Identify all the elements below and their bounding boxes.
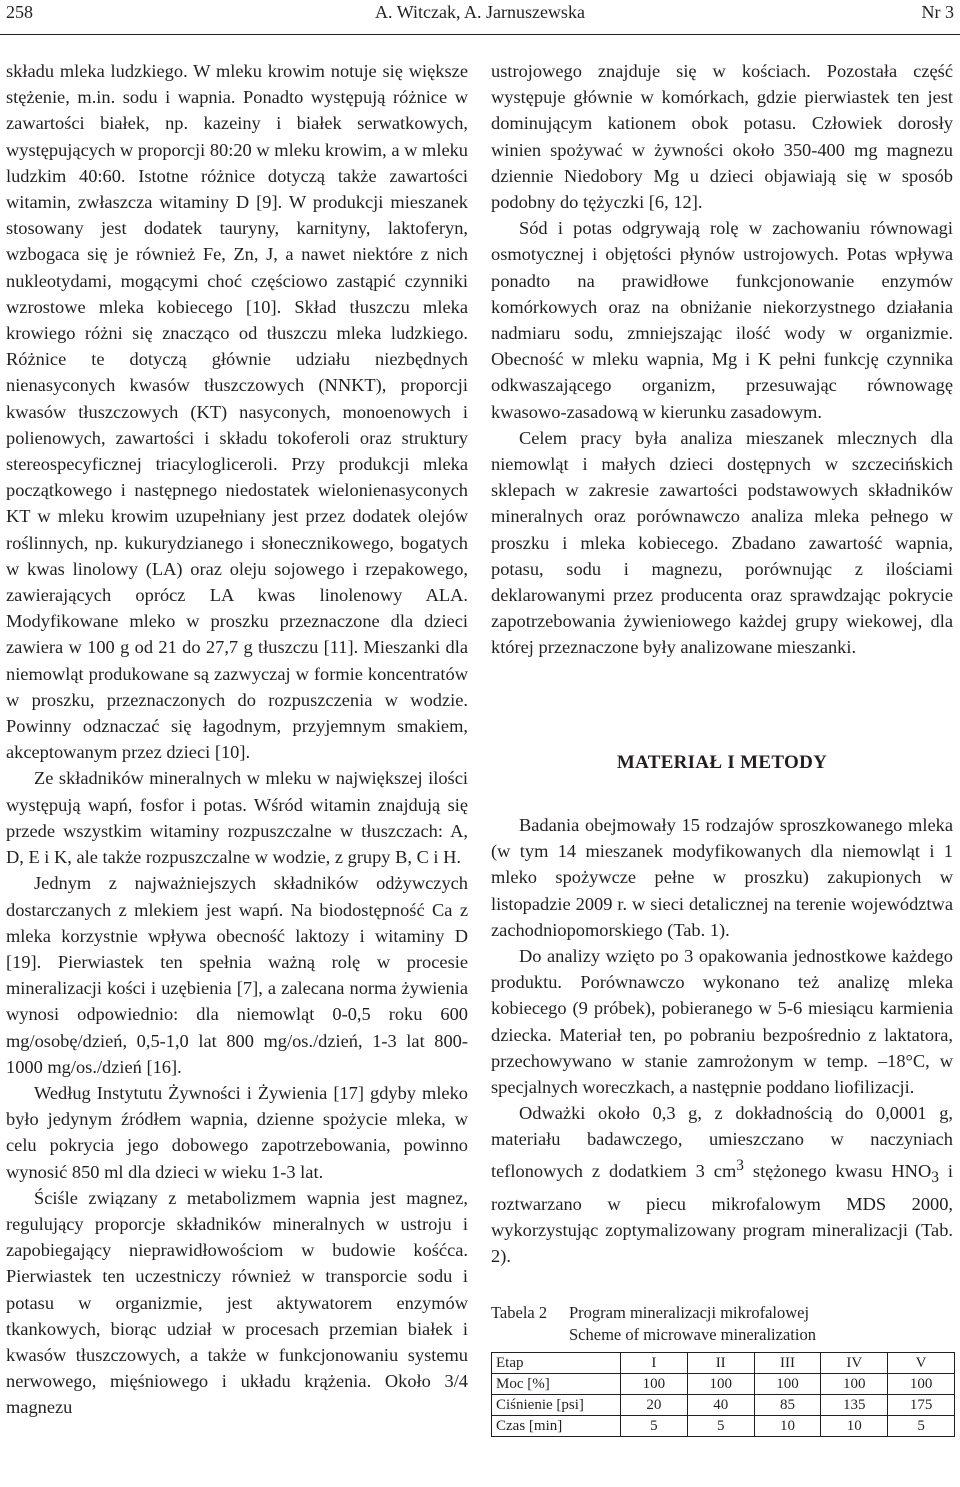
table-cell: 100: [754, 1374, 821, 1395]
paragraph: ustrojowego znajduje się w kościach. Pozostała część występuje głównie w komórkach, gdzie pierwiastek ten jest dominującym kationem obok potasu. Człowiek dorosły winien spożywać w żywności około 350-400 mg magnezu dziennie Niedobory Mg u dzieci objawiają się w sposób podobny do tężyczki [6, 12].: [491, 61, 953, 213]
table-cell: 135: [821, 1395, 888, 1416]
table-cell: 85: [754, 1395, 821, 1416]
table-header-cell: IV: [821, 1353, 888, 1374]
table-cell: 40: [687, 1395, 754, 1416]
page-number: 258: [6, 2, 33, 22]
paragraph: Badania obejmowały 15 rodzajów sproszkowanego mleka (w tym 14 mieszanek modyfikowanych dla niemowląt i 1 mleko spożywcze pełne w proszku) zakupionych w listopadzie 2009 r. w sieci detalicznej na terenie województwa zachodniopomorskiego (Tab. 1).: [491, 815, 953, 940]
text-run: stężonego kwasu HNO: [743, 1160, 932, 1181]
paragraph: Do analizy wzięto po 3 opakowania jednostkowe każdego produktu. Porównawczo wykonano też analizę mleka kobiecego (9 próbek), pobieranego w 5-6 miesiącu karmienia dziecka. Materiał ten, po pobraniu bezpośrednio z laktatora, przechowywano w stanie zamrożonym w temp. –18°C, w specjalnych woreczkach, a następnie poddano liofilizacji.: [491, 946, 953, 1098]
methods-text: [491, 812, 953, 1269]
table-cell: 10: [754, 1416, 821, 1437]
table-title: Program mineralizacji mikrofalowej: [569, 1303, 810, 1322]
running-header: [0, 0, 960, 30]
table-cell: Ciśnienie [psi]: [492, 1395, 621, 1416]
table-row: [492, 1416, 955, 1437]
table-header-cell: III: [754, 1353, 821, 1374]
paragraph: Jednym z najważniejszych składników odżywczych dostarczanych z mlekiem jest wapń. Na biodostępność Ca z mleka korzystnie wpływa obecność laktozy i witaminy D [19]. Pierwiastek ten spełnia ważną rolę w procesie mineralizacji kości i uzębienia [7], a zalecana norma żywienia wynosi odpowiednio: dla niemowląt 0-0,5 roku 600 mg/osobę/dzień, 0,5-1,0 lat 800 mg/os./dzień, 1-3 lat 800-1000 mg/os./dzień [16].: [6, 873, 468, 1077]
text-run: i roztwarzano w piecu mikrofalowym MDS 2000, wykorzystując zoptymalizowany program mineralizacji (Tab. 2).: [491, 1160, 953, 1267]
table-cell: 175: [888, 1395, 955, 1416]
table-cell: 100: [621, 1374, 688, 1395]
paragraph: składu mleka ludzkiego. W mleku krowim notuje się większe stężenie, m.in. sodu i wapnia. Ponadto występują różnice w zawartości białek, np. kazeiny i białek serwatkowych, występujących w proporcji 80:20 w mleku krowim, a w mleku ludzkim 40:60. Istotne różnice dotyczą także zawartości witamin, zwłaszcza witaminy D [9]. W produkcji mieszanek stosowany jest dodatek tauryny, karnityny, laktoferyn, wzbogaca się je również Fe, Zn, J, a nawet niektóre z nich nukleotydami, mogącymi choć częściowo zastąpić czynniki wzrostowe mleka kobiecego [10]. Skład tłuszczu mleka krowiego różni się znacząco od tłuszczu mleka ludzkiego. Różnice te dotyczą głównie udziału niezbędnych nienasyconych kwasów tłuszczowych (NNKT), proporcji kwasów tłuszczowych (KT) nasyconych, monoenowych i polienowych, zawartości i składu tokoferoli oraz struktury stereospecyficznej triacylogliceroli. Przy produkcji mleka początkowego i następnego niedostatek wielonienasyconych KT w mleku krowim uzupełniany jest przez dodatek olejów roślinnych, np. kukurydzianego i słonecznikowego, bogatych w kwas linolowy (LA) oraz oleju sojowego i rzepakowego, zawierających oprócz LA kwas linolenowy ALA. Modyfikowane mleko w proszku przeznaczone dla dzieci zawiera w 100 g od 21 do 27,7 g tłuszczu [11]. Mieszanki dla niemowląt produkowane są zazwyczaj w formie koncentratów w proszku, przeznaczonych do rozpuszczenia w wodzie. Powinny odznaczać się łagodnym, przyjemnym smakiem, akceptowanym przez dzieci [10].: [6, 61, 468, 763]
table-cell: 10: [821, 1416, 888, 1437]
table-header-cell: I: [621, 1353, 688, 1374]
paragraph: Według Instytutu Żywności i Żywienia [17] gdyby mleko było jedynym źródłem wapnia, dzienne spożycie mleka, w celu pokrycia jego dobowego zapotrzebowania, powinno wynosić 850 ml dla dzieci w wieku 1-3 lat.: [6, 1082, 468, 1182]
table-cell: 100: [821, 1374, 888, 1395]
table-row: [492, 1374, 955, 1395]
table-label: Tabela 2: [491, 1303, 548, 1322]
table-cell: 5: [621, 1416, 688, 1437]
running-authors: A. Witczak, A. Jarnuszewska: [375, 2, 585, 22]
table-caption: [491, 1302, 816, 1346]
table-header-cell: II: [687, 1353, 754, 1374]
text-run: Odważki około 0,3 g, z dokładnością do 0,0001 g, materiału badawczego, umieszczano w naczyniach teflonowych z dodatkiem 3 cm: [491, 1103, 953, 1181]
table-header-cell: V: [888, 1353, 955, 1374]
paragraph: [491, 1100, 953, 1269]
table-cell: 100: [888, 1374, 955, 1395]
mineralization-table: [491, 1352, 955, 1437]
table-row: [492, 1395, 955, 1416]
table-header-cell: Etap: [492, 1353, 621, 1374]
table-cell: 20: [621, 1395, 688, 1416]
section-heading: MATERIAŁ I METODY: [616, 752, 828, 773]
left-column: [6, 58, 468, 1421]
table-header-row: [492, 1353, 955, 1374]
table-cell: Moc [%]: [492, 1374, 621, 1395]
table-title-english: Scheme of microwave mineralization: [569, 1325, 816, 1344]
table-cell: 100: [687, 1374, 754, 1395]
table-cell: Czas [min]: [492, 1416, 621, 1437]
paragraph: Ściśle związany z metabolizmem wapnia jest magnez, regulujący proporcje składników mineralnych w ustroju i zapobiegający nieprawidłowościom w budowie kośćca. Pierwiastek ten uczestniczy również w transporcie sodu i potasu w organizmie, jest aktywatorem enzymów tkankowych, biorąc udział w procesach przemian białek i kwasów tłuszczowych, a także w funkcjonowaniu systemu nerwowego, mięśniowego i układu krążenia. Około 3/4 magnezu: [6, 1187, 468, 1418]
superscript: 3: [736, 1156, 744, 1174]
right-column-intro: [491, 58, 953, 661]
paragraph: Sód i potas odgrywają rolę w zachowaniu równowagi osmotycznej i objętości płynów ustrojowych. Potas wpływa ponadto na prawidłowe funkcjonowanie enzymów komórkowych oraz na obniżanie niekorzystnego działania nadmiaru sodu, zmniejszając ilość wody w organizmie. Obecność w mleku wapnia, Mg i K pełni funkcję czynnika odkwaszającego organizm, przesuwając równowagę kwasowo-zasadową w kierunku zasadowym.: [491, 218, 953, 422]
issue-number: Nr 3: [921, 2, 954, 22]
table-cell: 5: [687, 1416, 754, 1437]
subscript: 3: [931, 1168, 939, 1186]
table-cell: 5: [888, 1416, 955, 1437]
paragraph: Celem pracy była analiza mieszanek mlecznych dla niemowląt i małych dzieci dostępnych w szczecińskich sklepach w zakresie zawartości podstawowych składników mineralnych oraz porównawczo analiza mleka pełnego w proszku i mleka kobiecego. Zbadano zawartość wapnia, potasu, sodu i magnezu, porównując z ilościami deklarowanymi przez producenta oraz sprawdzając pokrycie zapotrzebowania żywieniowego każdej grupy wiekowej, dla której przeznaczone były analizowane mieszanki.: [491, 427, 953, 658]
header-rule: [0, 34, 960, 35]
paragraph: Ze składników mineralnych w mleku w największej ilości występują wapń, fosfor i potas. Wśród witamin znajdują się przede wszystkim witaminy rozpuszczalne w tłuszczach: A, D, E i K, ale także rozpuszczalne w wodzie, z grupy B, C i H.: [6, 768, 468, 868]
